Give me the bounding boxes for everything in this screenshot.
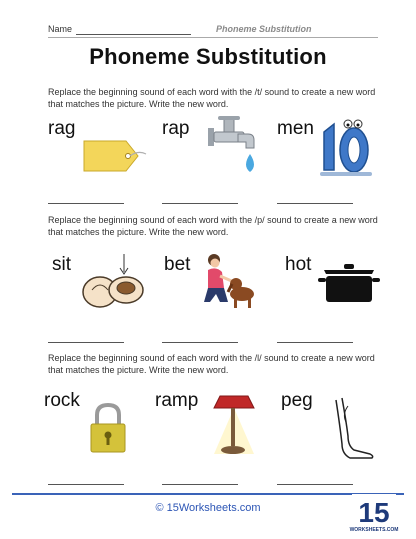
answer-line-6[interactable] xyxy=(277,342,353,343)
answer-line-3[interactable] xyxy=(277,203,353,204)
word-ramp: ramp xyxy=(155,390,199,411)
answer-line-1[interactable] xyxy=(48,203,124,204)
answer-line-9[interactable] xyxy=(277,484,353,485)
answer-line-2[interactable] xyxy=(162,203,238,204)
footer-divider xyxy=(12,493,404,495)
padlock-icon xyxy=(88,402,128,454)
table-lamp-icon xyxy=(210,394,260,456)
word-hot: hot xyxy=(285,254,312,275)
answer-line-4[interactable] xyxy=(48,342,124,343)
peach-pit-icon xyxy=(80,250,146,310)
subject-label: Phoneme Substitution xyxy=(216,24,312,34)
worksheets-logo xyxy=(349,494,399,534)
number-ten-icon xyxy=(318,114,374,178)
name-header xyxy=(48,24,378,38)
instruction-2: Replace the beginning sound of each word with the /p/ sound to create a new word that matches the picture. Write the new word. xyxy=(48,215,378,237)
word-peg: peg xyxy=(281,390,313,411)
name-field[interactable] xyxy=(76,34,191,35)
pet-dog-icon xyxy=(198,250,260,312)
answer-line-8[interactable] xyxy=(162,484,238,485)
leg-icon xyxy=(332,396,378,460)
answer-line-5[interactable] xyxy=(162,342,238,343)
answer-line-7[interactable] xyxy=(48,484,124,485)
badge-number: 15 xyxy=(358,497,390,528)
instruction-3: Replace the beginning sound of each word with the /l/ sound to create a new word that matches the picture. Write the new word. xyxy=(48,353,375,375)
page-title: Phoneme Substitution xyxy=(89,44,327,69)
instruction-1: Replace the beginning sound of each word with the /t/ sound to create a new word that matches the picture. Write the new word. xyxy=(48,87,376,109)
badge-label: WORKSHEETS.COM xyxy=(349,527,399,533)
water-tap-icon xyxy=(208,114,268,180)
header-divider xyxy=(48,37,378,38)
name-label: Name xyxy=(48,24,73,34)
price-tag-icon xyxy=(82,138,148,174)
word-sit: sit xyxy=(52,254,71,275)
word-men: men xyxy=(277,118,314,139)
word-rap: rap xyxy=(162,118,190,139)
word-bet: bet xyxy=(164,254,191,275)
footer-link[interactable]: © 15Worksheets.com xyxy=(155,502,261,514)
word-rag: rag xyxy=(48,118,76,139)
cooking-pot-icon xyxy=(316,262,382,306)
word-rock: rock xyxy=(44,390,80,411)
